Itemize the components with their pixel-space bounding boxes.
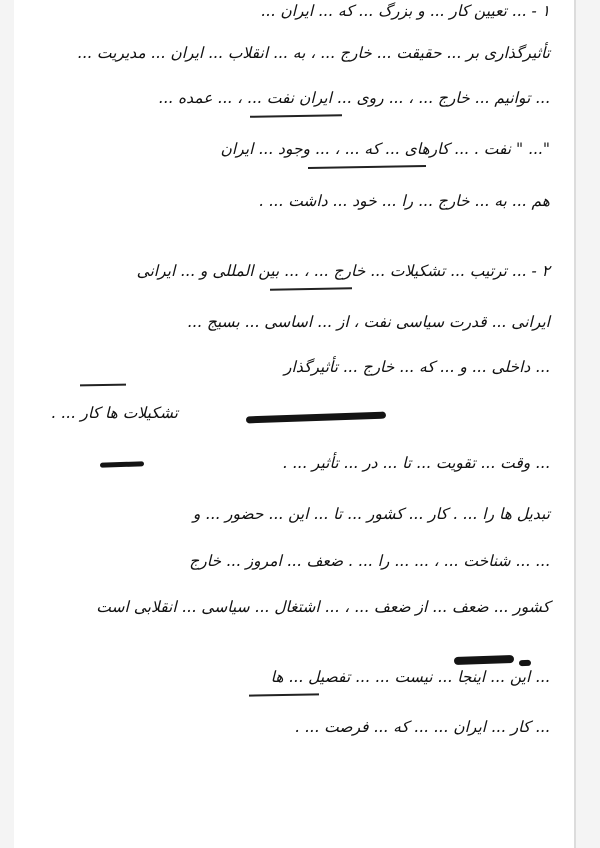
crossed-out-text-1 [246,412,386,424]
text-line-6: ۲ - ... ترتیب ... تشکیلات ... خارج ... ، ... بین المللی و ... ایرانی [136,262,550,280]
handwritten-page [14,0,574,848]
underline-3 [270,287,352,290]
text-line-4: "... " نفت . ... کارهای ... که ... ، ... وجود ... ایران [220,140,550,158]
text-line-8: ... داخلی ... و ... که ... خارج ... تأثیرگذار [284,358,550,376]
text-line-15: ... کار ... ایران ... ... که ... فرصت ... . [294,718,550,736]
text-line-9: تشکیلات ها کار ... . [50,404,178,422]
underline-2 [308,165,426,169]
underline-4 [80,384,126,387]
underline-1 [250,114,342,118]
text-line-14: ... این ... اینجا ... نیست ... ... تفصیل ... ها [270,668,550,686]
text-line-5: هم ... به ... خارج ... را ... خود ... داشت ... . [258,192,550,210]
crossed-out-text-2 [100,461,144,468]
text-line-2: تأثیرگذاری بر ... حقیقت ... خارج ... ، به ... انقلاب ... ایران ... مدیریت ... [77,44,550,62]
text-line-11: تبدیل ها را ... . کار ... کشور ... تا ... این ... حضور ... و [192,505,550,523]
crossed-out-text-4 [519,660,531,666]
crossed-out-text-3 [454,655,514,665]
underline-5 [249,693,319,696]
text-line-10: ... وقت ... تقویت ... تا ... در ... تأثیر ... . [282,454,550,472]
text-line-7: ایرانی ... قدرت سیاسی نفت ، از ... اساسی ... بسیج ... [187,313,550,331]
text-line-3: ... توانیم ... خارج ... ، ... روی ... ایران نفت ... ، ... عمده ... [158,89,550,107]
text-line-1: ۱ - ... تعیین کار ... و بزرگ ... که ... ایران ... [260,2,550,20]
text-line-13: کشور ... ضعف ... از ضعف ... ، ... اشتغال ... سیاسی ... انقلابی است [96,598,550,616]
text-line-12: ... ... شناخت ... ، ... ... را ... . ضعف ... امروز ... خارج [189,552,550,570]
